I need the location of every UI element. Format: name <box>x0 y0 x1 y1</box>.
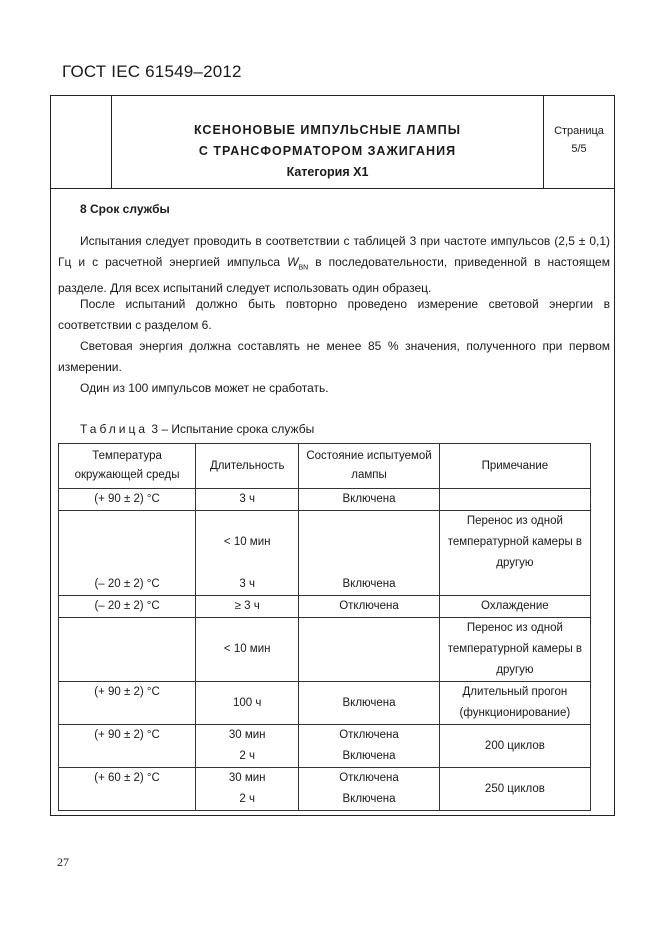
cell-temperature <box>59 618 196 682</box>
table-row <box>59 511 591 596</box>
title-line-2: С ТРАНСФОРМАТОРОМ ЗАЖИГАНИЯ <box>198 144 457 158</box>
cell-state: Включена <box>299 682 439 725</box>
header-temperature: Температура окружающей среды <box>59 444 196 489</box>
table-row <box>59 682 591 725</box>
header-note: Примечание <box>439 444 590 489</box>
lifetime-test-table <box>58 443 591 811</box>
cell-duration: ≥ 3 ч <box>196 596 299 618</box>
header-divider <box>51 188 614 189</box>
header-lamp-state: Состояние испытуемой лампы <box>299 444 439 489</box>
cell-note: Охлаждение <box>439 596 590 618</box>
cell-duration: 30 мин 2 ч <box>196 725 299 768</box>
cell-temperature: (+ 60 ± 2) °C <box>59 768 196 811</box>
cell-temperature: (+ 90 ± 2) °C <box>59 489 196 511</box>
title-line-1: КСЕНОНОВЫЕ ИМПУЛЬСНЫЕ ЛАМПЫ <box>193 123 462 137</box>
cell-note: Перенос из одной температурной камеры в другую <box>439 618 590 682</box>
table-row <box>59 489 591 511</box>
cell-temperature: (– 20 ± 2) °C <box>59 511 196 596</box>
cell-state: Включена <box>299 489 439 511</box>
table-row <box>59 725 591 768</box>
document-code: ГОСТ IEC 61549–2012 <box>62 62 242 81</box>
page-number: 27 <box>57 855 69 869</box>
page-count: 5/5 <box>571 143 587 155</box>
table-row <box>59 618 591 682</box>
table-row <box>59 768 591 811</box>
cell-duration: 30 мин 2 ч <box>196 768 299 811</box>
cell-temperature: (– 20 ± 2) °C <box>59 596 196 618</box>
cell-duration: 3 ч <box>196 489 299 511</box>
table-caption: Таблица 3 – Испытание срока службы <box>80 422 315 436</box>
header-left-cell <box>51 96 112 189</box>
energy-symbol: W <box>287 255 299 269</box>
cell-state: Включена <box>299 511 439 596</box>
paragraph-light-energy: Световая энергия должна составлять не менее 85 % значения, полученного при первом измерении. <box>58 339 610 374</box>
cell-state: Отключена <box>299 596 439 618</box>
cell-note: Перенос из одной температурной камеры в другую <box>439 511 590 596</box>
header-duration: Длительность <box>196 444 299 489</box>
table-header-row <box>59 444 591 489</box>
cell-duration: < 10 мин 3 ч <box>196 511 299 596</box>
cell-duration: 100 ч <box>196 682 299 725</box>
cell-note <box>439 489 590 511</box>
energy-subscript: BN <box>298 264 309 272</box>
cell-note: 200 циклов <box>439 725 590 768</box>
cell-temperature: (+ 90 ± 2) °C <box>59 682 196 725</box>
page-label: Страница <box>554 125 604 137</box>
category-label: Категория X1 <box>286 165 369 179</box>
paragraph-misfire: Один из 100 импульсов может не сработать. <box>80 381 329 395</box>
cell-state: Отключена Включена <box>299 768 439 811</box>
cell-temperature: (+ 90 ± 2) °C <box>59 725 196 768</box>
cell-state: Отключена Включена <box>299 725 439 768</box>
cell-duration: < 10 мин <box>196 618 299 682</box>
table-row <box>59 596 591 618</box>
paragraph-remeasure: После испытаний должно быть повторно проведено измерение световой энергии в соответствии с разделом 6. <box>58 297 610 332</box>
section-heading: 8 Срок службы <box>80 202 170 216</box>
cell-note: Длительный прогон (функционирование) <box>439 682 590 725</box>
cell-note: 250 циклов <box>439 768 590 811</box>
cell-state <box>299 618 439 682</box>
paragraph-test-conditions: Испытания следует проводить в соответствии с таблицей 3 при частоте импульсов (2,5 ± 0,1) Гц и с расчетной энергией импульса $W_{BN}$ в последовательности, приведенной в настоящем разделе. Для всех испытаний следует использовать один образец. <box>58 234 610 296</box>
